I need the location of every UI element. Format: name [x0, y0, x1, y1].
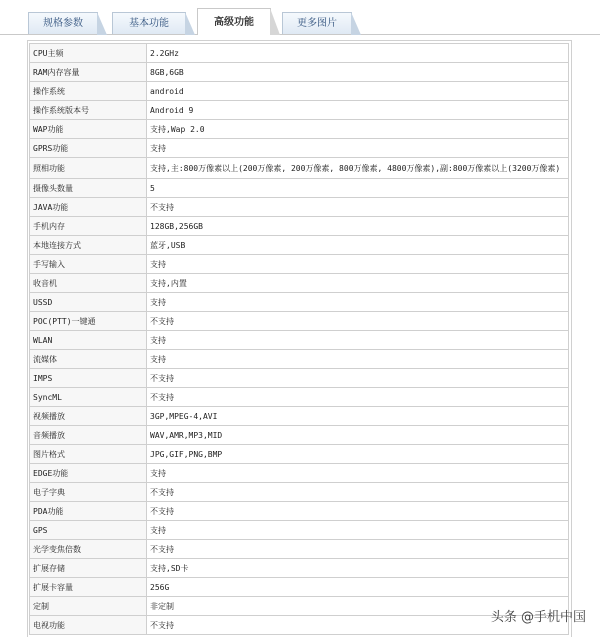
- tab-more-images[interactable]: 更多图片: [282, 12, 352, 34]
- spec-key: 电视功能: [30, 616, 147, 635]
- spec-key: WAP功能: [30, 120, 147, 139]
- table-row: [30, 464, 569, 483]
- spec-value: 不支持: [147, 540, 569, 559]
- spec-value: 支持,内置: [147, 274, 569, 293]
- table-row: [30, 350, 569, 369]
- spec-value: 不支持: [147, 483, 569, 502]
- table-row: [30, 483, 569, 502]
- table-row: [30, 158, 569, 179]
- spec-key: IMPS: [30, 369, 147, 388]
- watermark: [491, 606, 586, 625]
- table-row: [30, 445, 569, 464]
- table-row: [30, 198, 569, 217]
- table-row: [30, 616, 569, 635]
- spec-key: 扩展卡容量: [30, 578, 147, 597]
- spec-key: CPU主频: [30, 44, 147, 63]
- spec-value: 不支持: [147, 616, 569, 635]
- spec-value: 不支持: [147, 502, 569, 521]
- spec-key: 手机内存: [30, 217, 147, 236]
- spec-value: 不支持: [147, 198, 569, 217]
- table-row: [30, 521, 569, 540]
- spec-value: WAV,AMR,MP3,MID: [147, 426, 569, 445]
- spec-key: EDGE功能: [30, 464, 147, 483]
- spec-key: 光学变焦倍数: [30, 540, 147, 559]
- table-row: [30, 120, 569, 139]
- table-row: [30, 540, 569, 559]
- spec-value: 2.2GHz: [147, 44, 569, 63]
- spec-value: JPG,GIF,PNG,BMP: [147, 445, 569, 464]
- table-row: [30, 331, 569, 350]
- table-row: [30, 255, 569, 274]
- spec-value: 支持: [147, 139, 569, 158]
- table-row: [30, 597, 569, 616]
- spec-key: 操作系统版本号: [30, 101, 147, 120]
- spec-value: 不支持: [147, 312, 569, 331]
- table-row: [30, 312, 569, 331]
- table-row: [30, 139, 569, 158]
- table-row: [30, 44, 569, 63]
- spec-key: 照相功能: [30, 158, 147, 179]
- spec-key: 流媒体: [30, 350, 147, 369]
- spec-value: 蓝牙,USB: [147, 236, 569, 255]
- tab-advanced-functions[interactable]: 高级功能: [197, 8, 271, 35]
- spec-value: 支持: [147, 350, 569, 369]
- spec-value: 支持: [147, 521, 569, 540]
- spec-value: 支持,Wap 2.0: [147, 120, 569, 139]
- spec-value: 支持: [147, 331, 569, 350]
- watermark-text: 头条 @手机中国: [490, 610, 586, 625]
- spec-key: PDA功能: [30, 502, 147, 521]
- spec-value: android: [147, 82, 569, 101]
- table-row: [30, 101, 569, 120]
- spec-value: 非定制: [147, 597, 569, 616]
- spec-key: 电子字典: [30, 483, 147, 502]
- table-row: [30, 217, 569, 236]
- spec-value: 3GP,MPEG-4,AVI: [147, 407, 569, 426]
- spec-table: [29, 43, 569, 635]
- spec-value: 不支持: [147, 369, 569, 388]
- spec-key: 操作系统: [30, 82, 147, 101]
- spec-key: GPS: [30, 521, 147, 540]
- tab-bar: [0, 0, 600, 35]
- table-row: [30, 502, 569, 521]
- spec-value: 支持,主:800万像素以上(200万像素, 200万像素, 800万像素, 4800万像素),副:800万像素以上(3200万像素): [147, 158, 569, 179]
- spec-key: 扩展存储: [30, 559, 147, 578]
- table-row: [30, 578, 569, 597]
- table-row: [30, 559, 569, 578]
- table-row: [30, 236, 569, 255]
- spec-key: JAVA功能: [30, 198, 147, 217]
- spec-key: 视频播放: [30, 407, 147, 426]
- spec-key: GPRS功能: [30, 139, 147, 158]
- spec-value: 8GB,6GB: [147, 63, 569, 82]
- spec-value: 支持: [147, 293, 569, 312]
- spec-key: 图片格式: [30, 445, 147, 464]
- spec-value: 不支持: [147, 388, 569, 407]
- table-row: [30, 63, 569, 82]
- spec-value: 支持: [147, 255, 569, 274]
- spec-key: SyncML: [30, 388, 147, 407]
- tab-spec-params[interactable]: 规格参数: [28, 12, 98, 34]
- table-row: [30, 274, 569, 293]
- spec-key: 摄像头数量: [30, 179, 147, 198]
- spec-key: WLAN: [30, 331, 147, 350]
- spec-key: USSD: [30, 293, 147, 312]
- table-row: [30, 369, 569, 388]
- spec-key: 定制: [30, 597, 147, 616]
- spec-value: 256G: [147, 578, 569, 597]
- spec-key: 音频播放: [30, 426, 147, 445]
- spec-value: 128GB,256GB: [147, 217, 569, 236]
- table-row: [30, 179, 569, 198]
- table-row: [30, 426, 569, 445]
- table-row: [30, 293, 569, 312]
- spec-key: 手写输入: [30, 255, 147, 274]
- tab-basic-functions[interactable]: 基本功能: [112, 12, 186, 34]
- spec-value: 支持,SD卡: [147, 559, 569, 578]
- table-row: [30, 82, 569, 101]
- spec-key: 收音机: [30, 274, 147, 293]
- spec-value: 5: [147, 179, 569, 198]
- spec-key: RAM内存容量: [30, 63, 147, 82]
- table-row: [30, 388, 569, 407]
- table-row: [30, 407, 569, 426]
- spec-key: 本地连接方式: [30, 236, 147, 255]
- spec-value: Android 9: [147, 101, 569, 120]
- spec-value: 支持: [147, 464, 569, 483]
- spec-key: POC(PTT)一键通: [30, 312, 147, 331]
